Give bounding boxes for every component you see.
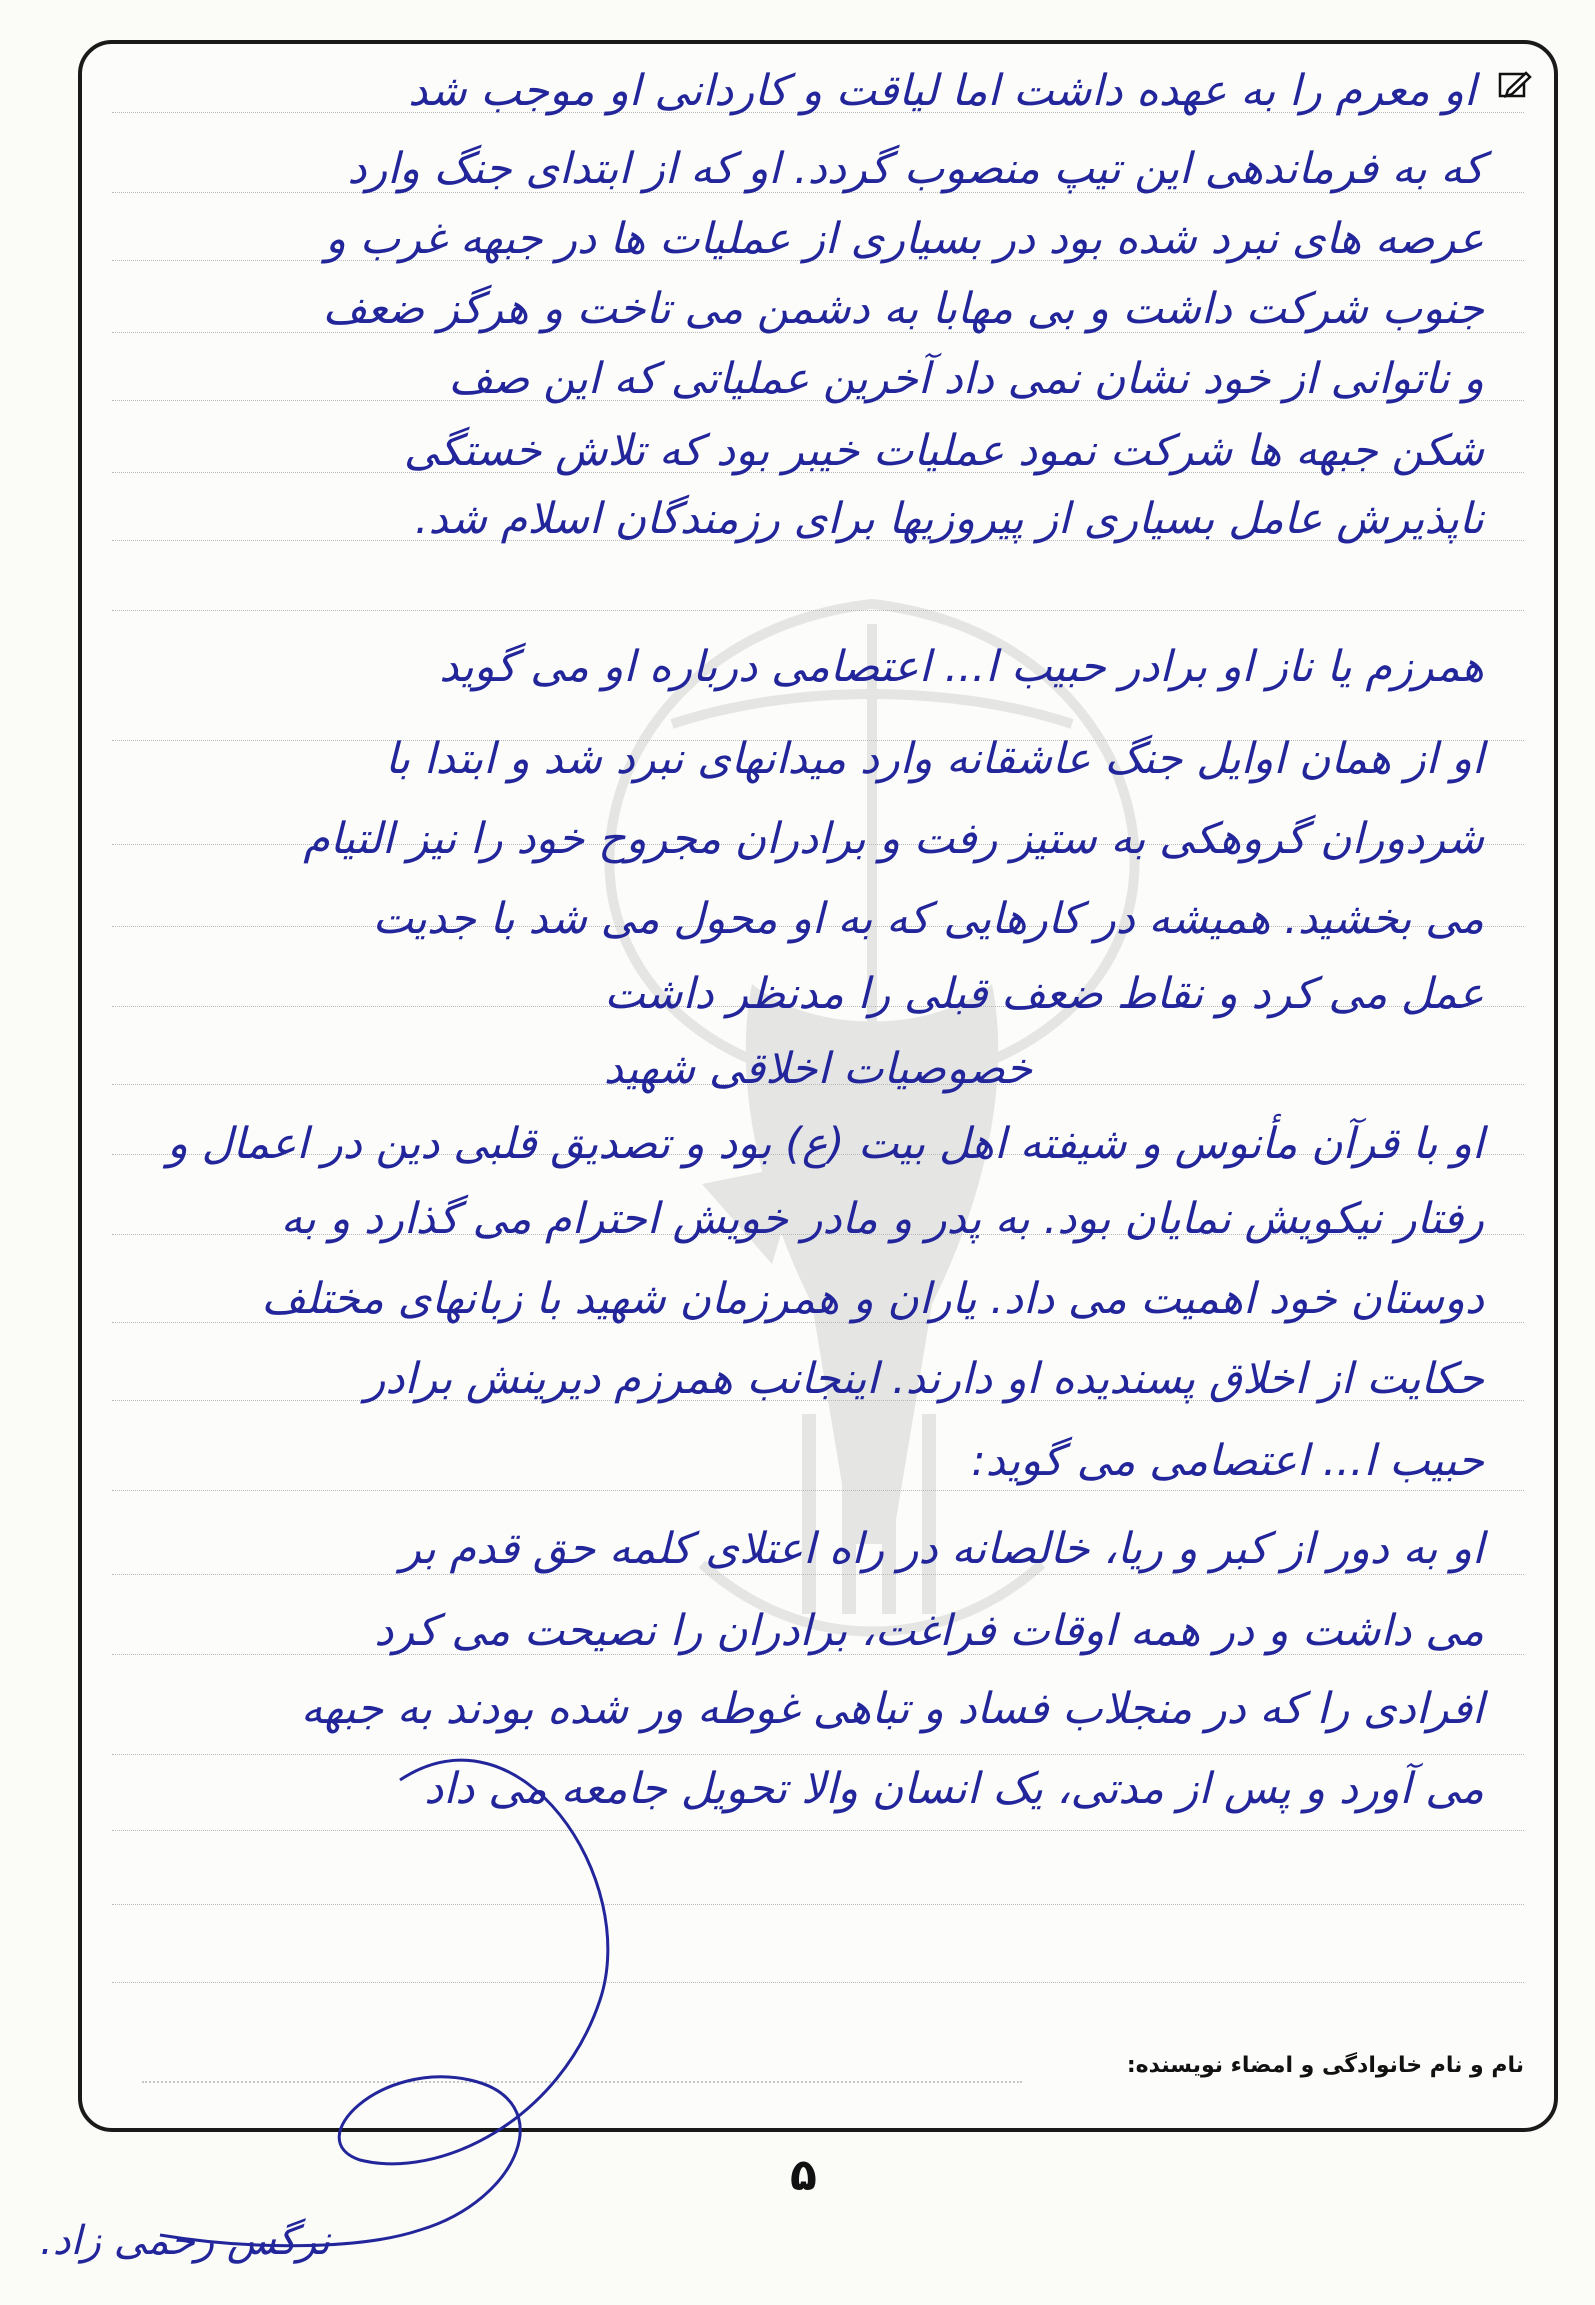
text-line: رفتار نیکویش نمایان بود. به پدر و مادر خویش احترام می گذارد و به xyxy=(280,1194,1484,1244)
text-line: شکن جبهه ها شرکت نمود عملیات خیبر بود که تلاش خستگی xyxy=(403,426,1484,476)
pen-icon xyxy=(1498,70,1532,100)
text-line: می داشت و در همه اوقات فراغت، برادران را نصیحت می کرد xyxy=(374,1606,1484,1656)
text-line: او با قرآن مأنوس و شیفته اهل بیت (ع) بود و تصدیق قلبی دین در اعمال و xyxy=(167,1119,1484,1169)
text-line: می آورد و پس از مدتی، یک انسان والا تحویل جامعه می داد xyxy=(424,1764,1484,1814)
text-line: ناپذیرش عامل بسیاری از پیروزیها برای رزمندگان اسلام شد. xyxy=(414,494,1484,544)
text-line: دوستان خود اهمیت می داد. یاران و همرزمان شهید با زبانهای مختلف xyxy=(261,1274,1484,1324)
text-line: حکایت از اخلاق پسندیده او دارند. اینجانب همرزم دیرینش برادر xyxy=(364,1354,1484,1404)
text-line: افرادی را که در منجلاب فساد و تباهی غوطه ور شده بودند به جبهه xyxy=(300,1684,1484,1734)
text-line: او از همان اوایل جنگ عاشقانه وارد میدانهای نبرد شد و ابتدا با xyxy=(385,734,1484,784)
page-number: ۵ xyxy=(790,2150,817,2201)
signer-name: نرگس رحمی زاد. xyxy=(40,2218,331,2264)
text-line: عرصه های نبرد شده بود در بسیاری از عملیات ها در جبهه غرب و xyxy=(325,214,1484,264)
text-line: و ناتوانی از خود نشان نمی داد آخرین عملیاتی که این صف xyxy=(448,354,1484,404)
document-page xyxy=(78,40,1558,2132)
text-line: او به دور از کبر و ریا، خالصانه در راه اعتلای کلمه حق قدم بر xyxy=(400,1524,1484,1574)
text-line: او معرم را به عهده داشت اما لیاقت و کاردانی او موجب شد xyxy=(408,66,1476,116)
text-line: شردوران گروهکی به ستیز رفت و برادران مجروح خود را نیز التیام xyxy=(303,814,1484,864)
signature-label: نام و نام خانوادگی و امضاء نویسنده: xyxy=(1126,2053,1524,2078)
signature-line xyxy=(142,2081,1022,2083)
text-line: همرزم یا ناز او برادر حبیب ا... اعتصامی درباره او می گوید xyxy=(439,642,1484,692)
text-line: عمل می کرد و نقاط ضعف قبلی را مدنظر داشت xyxy=(604,969,1484,1019)
text-line: جنوب شرکت داشت و بی مهابا به دشمن می تاخت و هرگز ضعف xyxy=(322,284,1484,334)
text-line: حبیب ا... اعتصامی می گوید: xyxy=(971,1436,1484,1486)
text-line: می بخشید. همیشه در کارهایی که به او محول می شد با جدیت xyxy=(372,894,1484,944)
text-line: که به فرماندهی این تیپ منصوب گردد. او که از ابتدای جنگ وارد xyxy=(347,144,1484,194)
section-heading: خصوصیات اخلاقی شهید xyxy=(603,1044,1033,1094)
